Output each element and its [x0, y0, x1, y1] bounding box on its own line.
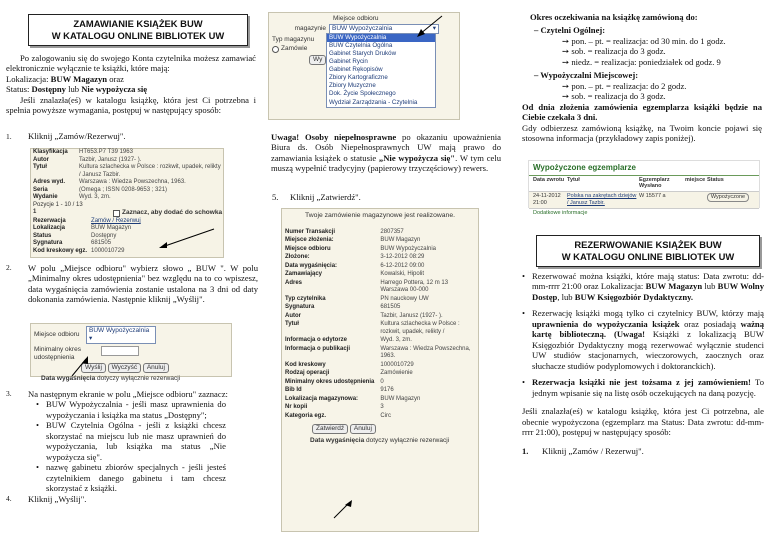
row-value: Warszawa : Wiedza Powszechna, 1963. — [79, 179, 186, 185]
step-2: 2. W polu „Miejsce odbioru" wybierz słowo „ BUW ". W polu „Minimalny okres udostępnienia" bez względu na to co wpiszesz, data wygaśnięcia zamówienia zostanie ustalona na 3 dni od daty dokonania zamówienia. Następnie kliknij „Wyślij". — [6, 263, 258, 305]
table-row — [282, 228, 478, 237]
row-label: Informacja o publikacji — [285, 345, 351, 352]
order-header-line1: ZAMAWIANIE KSIĄŻEK BUW — [73, 18, 203, 29]
row-value: BUW Wypożyczalnia — [380, 245, 436, 252]
column-header: Status — [707, 176, 724, 183]
list-item: • BUW Czytelnia Ogólna - jeśli z książki chcesz skorzystać na miejscu lub nie masz uprawnień do wypożyczania, lub książka ma status „Nie wypożycza się". — [36, 420, 226, 462]
wyp-title: – Wypożyczalni Miejscowej: — [534, 70, 639, 81]
min-input[interactable] — [101, 346, 139, 356]
intro-paragraph: Po zalogowaniu się do swojego Konta czytelnika możesz zamawiać elektronicznie wyłącznie te książki, które mają: — [6, 53, 256, 74]
row-value: Kowalski, Hipolit — [380, 271, 425, 278]
row-value: 681505 — [380, 304, 401, 311]
row-label: Adres — [285, 279, 303, 286]
column-header: Data zwrotu — [533, 176, 565, 183]
row-value: 3 — [380, 404, 384, 411]
loans-title: Wypożyczone egzemplarze — [529, 161, 759, 176]
table-row — [31, 194, 223, 202]
reserve-header-line2: W KATALOGU ONLINE BIBLIOTEK UW — [561, 250, 735, 262]
row-label: Nr kopii — [285, 404, 308, 411]
table-row — [282, 412, 478, 421]
send-button[interactable]: Wy — [309, 55, 326, 65]
row-label: Minimalny okres udostępnienia — [285, 378, 375, 385]
order-form-screenshot — [30, 323, 232, 382]
table-cell — [685, 193, 707, 206]
bold-note: Od dnia złożenia zamówienia egzemplarza książki będzie na Ciebie czekała 3 dni. — [522, 101, 762, 123]
wyp-item: ➙ pon. – pt. = realizacja: do 2 godz. — [562, 80, 687, 91]
rule-status: • Rezerwować można książki, które mają status: Data zwrotu: dd-mm-rrrr 21:00 oraz Lokalizacja: BUW Magazyn lub BUW Wolny Dostęp, lub BUW Księgozbiór Dydaktyczny. — [522, 271, 764, 302]
row-label: Miejsce odbioru — [285, 245, 331, 252]
row-value: (Omega ; ISSN 0208-9653 ; 321) — [79, 186, 168, 193]
row-label: Lokalizacja magazynowa: — [285, 395, 359, 402]
table-row — [31, 164, 223, 179]
order-confirmation-screenshot — [281, 208, 479, 532]
table-row — [282, 404, 478, 413]
row-label: Autor — [285, 312, 301, 319]
reserve-step-1: 1. Kliknij „Zamów / Rezerwuj". — [522, 445, 644, 456]
record-checkbox-label: Zaznacz, aby dodać do schowka — [122, 208, 223, 216]
row-label: Zamawiający — [285, 271, 323, 278]
form-expiry-note: Data wygaśnięcia dotyczy wyłącznie rezerwacji — [41, 374, 181, 382]
table-row — [282, 378, 478, 387]
row-label: Kod kreskowy egz. — [33, 247, 88, 254]
step-5: 5. Kliknij „Zatwierdź". — [272, 192, 361, 202]
order-header — [28, 14, 248, 46]
dropdown-option[interactable]: Wydział Zarządzania - Czytelnia — [329, 98, 418, 106]
row-value: 9176 — [380, 387, 394, 394]
dropdown-field2-label: Typ magazynu — [272, 35, 315, 43]
cancel-button[interactable]: Anuluj — [350, 424, 376, 434]
wyp-item: ➙ sob. = realizacja do 3 godz. — [562, 91, 666, 102]
reserve-header-line1: REZERWOWANIE KSIĄŻEK BUW — [574, 239, 722, 250]
intro-location: Lokalizacja: BUW Magazyn oraz — [6, 73, 124, 84]
row-label: Wydanie — [33, 194, 58, 200]
row-value: Kultura szlachecka w Polsce : rozkwit, upadek, relikty / Janusz Tazbir. — [79, 164, 221, 178]
loans-footer[interactable]: Dodatkowe informacje — [533, 209, 588, 216]
row-value: 6-12-2012 09:00 — [380, 262, 425, 269]
row-value: 1000010729 — [91, 247, 125, 254]
order-header-line2: W KATALOGU ONLINE BIBLIOTEK UW — [51, 29, 225, 41]
table-row — [282, 279, 478, 295]
step-1-text: Kliknij „Zamów/Rezerwuj". — [28, 131, 126, 141]
step-4-text: Kliknij „Wyślij". — [28, 493, 87, 504]
dropdown-field1-label: magazynie — [294, 24, 326, 32]
row-label: Sygnatura — [285, 304, 315, 311]
table-row — [282, 237, 478, 246]
row-value: 1000010729 — [380, 361, 414, 368]
row-value: Warszawa : Wiedza Powszechna, 1963. — [380, 345, 471, 360]
row-value: BUW Magazyn — [91, 225, 132, 232]
table-row — [282, 254, 478, 263]
row-label: Rezerwacja — [33, 217, 66, 224]
row-label: Autor — [33, 156, 49, 163]
table-row — [31, 157, 223, 165]
row-label: Lokalizacja — [33, 225, 66, 232]
column-header: Tytuł — [567, 176, 580, 183]
row-value: Zamówienie — [380, 370, 413, 377]
table-row — [282, 295, 478, 304]
czyt-item: ➙ sob. = realizacja do 3 godz. — [562, 46, 666, 57]
pointer-arrow-3 — [410, 14, 450, 44]
row-label: Kategoria egz. — [285, 412, 327, 419]
row-label: Numer Transakcji — [285, 228, 336, 235]
row-value[interactable]: Zamów / Rezerwuj — [91, 217, 141, 224]
row-value: PN nauckowy UW — [380, 295, 429, 302]
row-label: Typ czytelnika — [285, 295, 326, 302]
row-label: Kod kreskowy — [285, 361, 326, 368]
dropdown-option[interactable]: Zbiory Kartograficzne — [329, 74, 388, 82]
row-value: Tazbir, Janusz (1927- ). — [79, 156, 142, 163]
pickup-options-list — [326, 33, 436, 108]
dropdown-option[interactable]: Zbiory Muzyczne — [329, 82, 376, 90]
step-3-text: Na następnym ekranie w polu „Miejsce odbioru" zaznacz: — [28, 389, 228, 399]
step-2-text: W polu „Miejsce odbioru" wybierz słowo „ BUW ". W polu „Minimalny okres udostępnienia" bez względu na to co wpiszesz, data wygaśnięcia zamówienia zostanie ustalona na 3 dni od daty dokonania zamówienia. Następnie kliknij „Wyślij". — [28, 263, 258, 305]
row-value: Kultura szlachecka w Polsce : rozkwit, upadek, relikty / — [380, 321, 460, 335]
table-row — [282, 345, 478, 361]
table-row — [282, 304, 478, 313]
table-row — [282, 370, 478, 379]
table-cell: 24-11-2012 21:00 — [533, 193, 561, 206]
row-value: BUW Magazyn — [380, 395, 421, 402]
dropdown-field3-label: Zamówie — [281, 44, 308, 52]
column-header: miejsce — [685, 176, 706, 183]
chevron-down-icon: ▾ — [89, 334, 93, 342]
row-label: Sygnatura — [33, 240, 63, 247]
row-label: Miejsce złożenia: — [285, 237, 334, 244]
step-5-text: Kliknij „Zatwierdź". — [290, 192, 361, 202]
step-3: 3. Na następnym ekranie w polu „Miejsce odbioru" zaznacz: • BUW Wypożyczalnia - jeśli masz uprawnienia do wypożyczania i książka ma status „Dostępny"; • BUW Czytelnia Ogólna - jeśli z książki chcesz skorzystać na miejscu lub nie masz uprawnień do wypożyczania, lub książka ma status „Nie wypożycza się". • nazwę gabinetu zbiorów specjalnych - jeśli jesteś czytelnikiem danego gabinetu i tam chcesz skorzystać z książki. 4. Kliknij „Wyślij". — [6, 389, 258, 504]
table-row — [282, 262, 478, 271]
table-cell: Wypożyczone — [707, 193, 749, 202]
confirm-table — [282, 228, 478, 421]
table-row — [282, 361, 478, 370]
column-header: Egzemplarz Wysłano — [639, 176, 670, 190]
pointer-arrow-1 — [150, 225, 220, 253]
pickup-select[interactable]: BUW Wypożyczalnia ▾ — [329, 24, 439, 34]
table-cell: W 15577 a — [639, 193, 666, 200]
row-label: Klasyfikacja — [33, 149, 68, 155]
confirm-buttons — [282, 421, 478, 434]
row-label: Tytuł — [33, 164, 47, 170]
intro-status: Status: Dostępny lub Nie wypożycza się — [6, 84, 148, 95]
row-value: Harrego Pottera, 12 m 13 Warszawa 00-000 — [380, 279, 449, 294]
uwaga-note: Uwaga! Osoby niepełnosprawne po okazaniu upoważnienia Biura ds. Osób Niepełnosprawnych UW mają prawo do zamawiania książek o statusie „Nie wypożycza się". W tym celu muszą wypełnić tradycyjny (papierowy trzyczęściowy) rewers. — [271, 132, 502, 174]
row-label: Złożone: — [285, 254, 310, 261]
row-value: 681505 — [91, 240, 112, 247]
loans-screenshot — [528, 160, 760, 216]
wait-title: Okres oczekiwania na książkę zamówioną do: — [530, 12, 698, 22]
row-value: Circ — [380, 412, 392, 419]
table-row — [31, 179, 223, 187]
row-value: Dostępny — [91, 232, 117, 239]
table-row — [282, 312, 478, 321]
table-row — [282, 387, 478, 396]
confirm-title: Twoje zamówienie magazynowe jest realizowane. — [305, 212, 455, 219]
table-row — [282, 337, 478, 346]
list-item: • nazwę gabinetu zbiorów specjalnych - jeśli jesteś czytelnikiem danego gabinetu i tam chcesz skorzystać z książki. — [36, 462, 226, 493]
row-value: HT653.P7 T39 1963 — [79, 149, 133, 155]
row-value: Tazbir, Janusz (1927- ). — [380, 312, 443, 319]
reserve-header — [536, 235, 760, 267]
row-value: 2807357 — [380, 228, 404, 235]
row-label: Status — [33, 232, 52, 239]
record-position: Pozycje 1 - 10 / 13 — [33, 201, 83, 208]
table-row — [31, 187, 223, 195]
chevron-down-icon: ▾ — [432, 24, 436, 32]
czyt-item: ➙ niedz. = realizacja: poniedziałek od godz. 9 — [562, 56, 721, 67]
rule-difference: • Rezerwacja książki nie jest tożsama z jej zamówieniem! To jednym wpisanie się na listę osób oczekujących na daną pozycję. — [522, 377, 764, 398]
row-label: Informacja o edytorze — [285, 337, 348, 344]
intro-instruction: Jeśli znalazła(eś) w katalogu książkę, która jest Ci potrzebna i spełnia powyższe wymagania, postępuj w następujący sposób: — [6, 94, 256, 116]
row-value: BUW Magazyn — [380, 237, 421, 244]
record-number-row: 1 Zaznacz, aby dodać do schowka — [33, 208, 223, 216]
record-checkbox[interactable] — [113, 210, 120, 217]
table-cell[interactable]: Polska na zakrętach dziejów / Janusz Tazbir. — [567, 193, 637, 206]
reserve-last-paragraph: Jeśli znalazła(eś) w katalogu książkę, która jest Ci potrzebna, ale obecnie wypożyczona (egzemplarz ma Status: Data zwrotu: dd-mm-rrrr 21:00), postępuj w następujący sposób: — [522, 406, 764, 438]
form-buttons — [31, 362, 231, 373]
row-label: Seria — [33, 186, 48, 193]
table-row — [282, 395, 478, 404]
czyt-title: – Czytelni Ogólnej: — [534, 25, 606, 36]
list-item: • BUW Wypożyczalnia - jeśli masz uprawnienia do wypożyczania i książka ma status „Dostępny"; — [36, 399, 226, 420]
table-row — [529, 191, 759, 208]
min-label: Minimalny okres udostępnienia — [34, 345, 81, 361]
dropdown-option[interactable]: BUW Wypożyczalnia — [327, 34, 435, 42]
confirm-expiry-note: Data wygaśnięcia dotyczy wyłącznie rezerwacji — [310, 436, 450, 444]
pointer-arrow-2 — [68, 354, 98, 380]
table-row — [282, 321, 478, 337]
row-label: Tytuł — [285, 321, 299, 328]
wait-times — [522, 12, 762, 144]
pointer-arrow-4 — [330, 498, 366, 522]
dropdown-option[interactable]: BUW Czytelnia Ogólna — [329, 42, 393, 50]
czyt-item: ➙ pon. – pt. = realizacja: od 30 min. do 1 godz. — [562, 35, 726, 46]
dropdown-option[interactable]: Gabinet Rycin — [329, 58, 368, 66]
table-row — [282, 245, 478, 254]
place-select[interactable]: BUW Wypożyczalnia ▾ — [86, 326, 156, 344]
dropdown-option[interactable]: Gabinet Rękopisów — [329, 66, 383, 74]
row-value: Wyd. 3, zm. — [79, 194, 111, 200]
row-value: 3-12-2012 08:29 — [380, 254, 425, 261]
reserve-rules — [522, 271, 764, 456]
place-label: Miejsce odbioru — [34, 330, 80, 338]
record-table — [31, 149, 223, 202]
row-value: 0 — [380, 378, 384, 385]
radio-icon[interactable] — [272, 46, 279, 53]
row-label: Adres wyd. — [33, 179, 66, 185]
dropdown-option[interactable]: Gabinet Starych Druków — [329, 50, 397, 58]
loans-header-row — [529, 176, 759, 191]
row-value: Wyd. 3, zm. — [380, 337, 412, 344]
min-row — [31, 346, 231, 362]
confirm-button[interactable]: Zatwierdź — [312, 424, 348, 434]
row-label: Bib Id — [285, 387, 302, 394]
clear-button[interactable]: Wyczyść — [108, 363, 142, 373]
place-row — [31, 324, 231, 346]
dropdown-option[interactable]: Dok. Życie Społecznego — [329, 90, 396, 98]
row-label: Rodzaj operacji — [285, 370, 330, 377]
rule-eligibility: • Rezerwację książki mogą tylko ci czytelnicy BUW, którzy mają uprawnienia do wypożyczania książek oraz posiadają ważną kartę biblioteczną. (Uwaga! Książki z lokalizacją BUW Księgozbiór Dydaktyczny mogą rezerwować wyłącznie studenci UW studiów stacjonarnych, wieczorowych, zaocznych oraz słuchacze studiów podyplomowych i doktoranckich). — [522, 308, 764, 371]
cancel-button[interactable]: Anuluj — [143, 363, 169, 373]
dropdown-head-label: Miejsce odbioru — [333, 15, 379, 22]
note-2: Gdy odbierzesz zamówioną książkę, na Twoim koncie pojawi się stosowna informacja (przykładowy zapis poniżej). — [522, 122, 762, 144]
order-intro — [6, 53, 256, 116]
row-label: Data wygaśnięcia: — [285, 262, 338, 269]
send-button[interactable]: Wyślij — [81, 363, 106, 373]
table-row — [31, 149, 223, 157]
table-row — [282, 271, 478, 280]
pickup-options-list — [36, 399, 226, 493]
step-1: 1. Kliknij „Zamów/Rezerwuj". — [6, 131, 126, 141]
